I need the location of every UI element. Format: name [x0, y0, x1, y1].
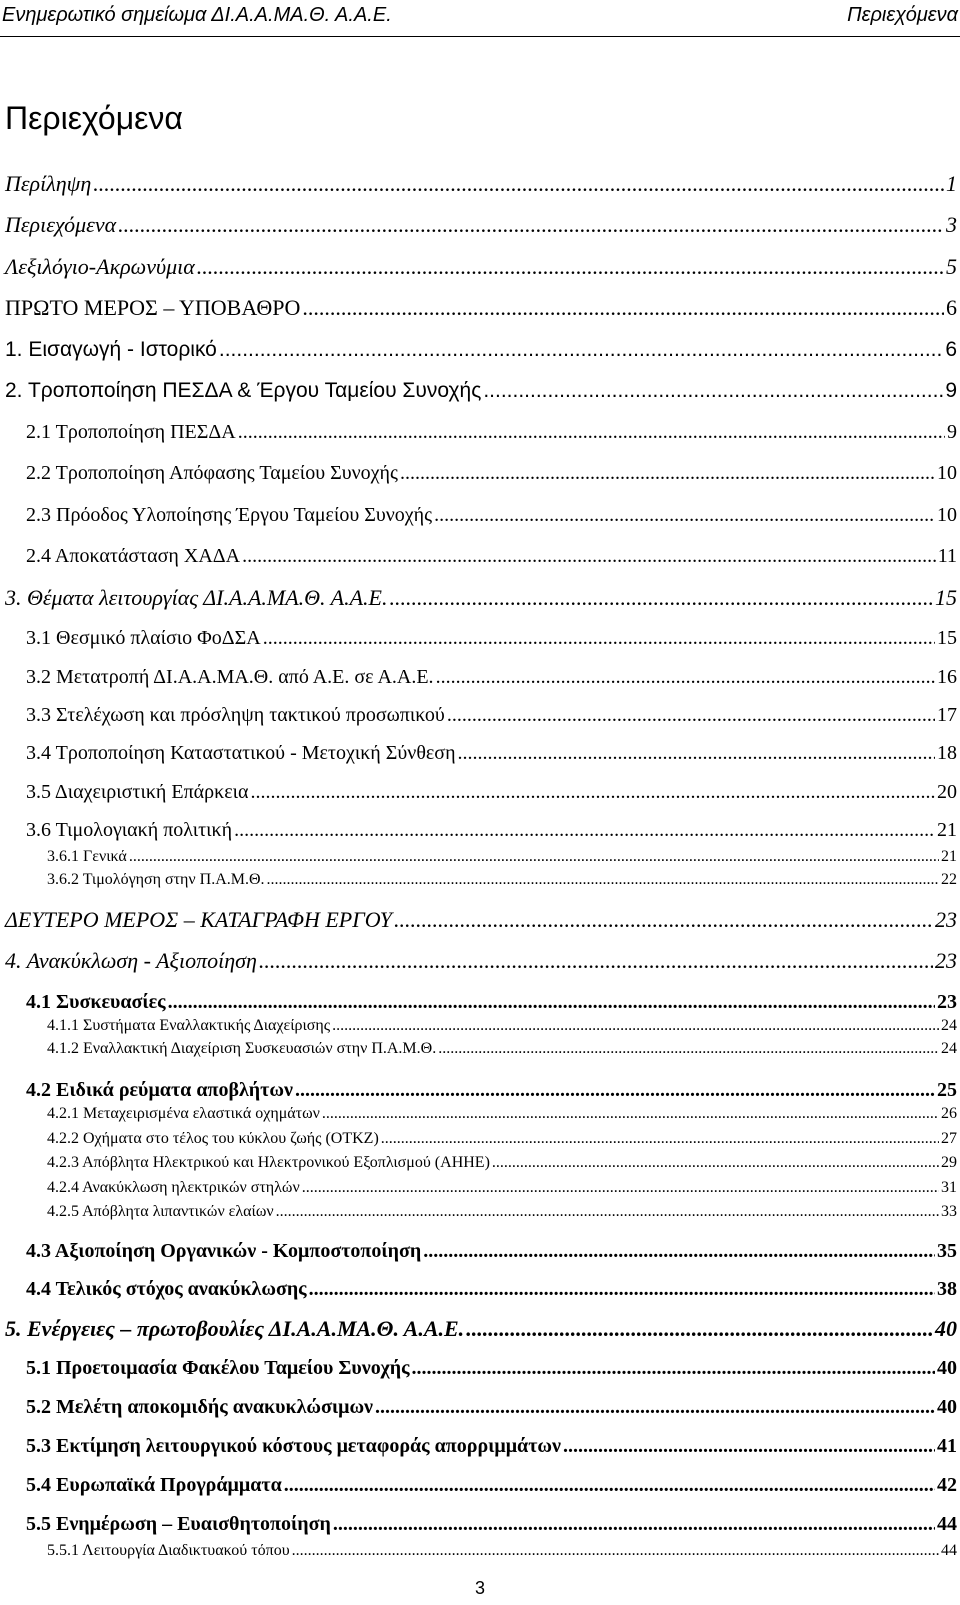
toc-entry-page: 23: [935, 907, 957, 932]
toc-entry[interactable]: [5, 214, 957, 236]
toc-entry[interactable]: [26, 546, 957, 566]
toc-entry-page: 40: [935, 1316, 957, 1341]
toc-entry-title: 2.1 Τροποποίηση ΠΕΣΔΑ: [26, 421, 236, 443]
toc-entry[interactable]: [26, 505, 957, 525]
toc-entry-page: 15: [935, 585, 957, 610]
toc-leader: [381, 1131, 939, 1147]
toc-entry-page: 20: [937, 781, 957, 803]
toc-leader: [295, 1080, 935, 1100]
toc-entry-title: 4.4 Τελικός στόχος ανακύκλωσης: [26, 1278, 307, 1300]
toc-entry-title: 4.1 Συσκευασίες: [26, 991, 166, 1013]
toc-entry[interactable]: [47, 1180, 957, 1196]
toc-entry-title: 3. Θέματα λειτουργίας ΔΙ.Α.Α.ΜΑ.Θ. Α.Α.Ε.: [5, 585, 388, 610]
toc-entry-page: 15: [937, 627, 957, 649]
toc-entry-page: 40: [937, 1357, 957, 1379]
toc-entry[interactable]: [26, 1436, 957, 1456]
toc-entry[interactable]: [47, 1018, 957, 1034]
toc-entry[interactable]: [26, 992, 957, 1012]
toc-entry-page: 44: [937, 1513, 957, 1535]
toc-entry[interactable]: [5, 173, 957, 195]
toc-leader: [375, 1397, 935, 1417]
toc-entry-page: 29: [941, 1154, 957, 1171]
toc-entry-page: 25: [937, 1079, 957, 1101]
toc-leader: [438, 1041, 939, 1057]
toc-leader: [309, 1279, 935, 1299]
toc-entry-title: 2.2 Τροποποίηση Απόφασης Ταμείου Συνοχής: [26, 462, 398, 484]
toc-entry-page: 9: [947, 421, 957, 443]
header-document-title: Ενημερωτικό σημείωμα ΔΙ.Α.Α.ΜΑ.Θ. Α.Α.Ε.: [2, 4, 392, 26]
toc-leader: [412, 1358, 935, 1378]
toc-entry-title: 3.6.1 Γενικά: [47, 848, 127, 865]
toc-entry-page: 17: [937, 704, 957, 726]
toc-leader: [129, 849, 939, 865]
toc-entry[interactable]: [47, 1131, 957, 1147]
toc-entry-title: Λεξιλόγιο-Ακρωνύμια: [5, 254, 195, 279]
toc-leader: [242, 546, 936, 566]
page-number: 3: [474, 1578, 485, 1598]
toc-entry-page: 26: [941, 1105, 957, 1122]
toc-entry-page: 6: [946, 295, 957, 320]
toc-entry-page: 24: [941, 1040, 957, 1057]
toc-entry[interactable]: [26, 422, 957, 442]
toc-entry[interactable]: [5, 339, 957, 360]
toc-entry-title: Περίληψη: [5, 171, 92, 196]
toc-leader: [118, 214, 944, 236]
toc-entry[interactable]: [47, 1106, 957, 1122]
toc-entry-page: 38: [937, 1278, 957, 1300]
toc-entry-title: 4.1.2 Εναλλακτική Διαχείριση Συσκευασιών στην Π.Α.Μ.Θ.: [47, 1040, 437, 1057]
toc-leader: [492, 1155, 939, 1171]
toc-entry-title: 4.2.4 Ανακύκλωση ηλεκτρικών στηλών: [47, 1179, 300, 1196]
toc-leader: [234, 820, 935, 840]
toc-entry[interactable]: [26, 743, 957, 763]
toc-entry-title: 4.2 Ειδικά ρεύματα αποβλήτων: [26, 1079, 293, 1101]
toc-leader: [292, 1543, 939, 1559]
toc-entry-page: 11: [937, 545, 957, 567]
toc-entry-page: 35: [937, 1240, 957, 1262]
toc-entry[interactable]: [5, 380, 957, 401]
toc-entry-page: 27: [941, 1130, 957, 1147]
toc-entry-page: 5: [946, 254, 957, 279]
toc-entry-page: 22: [941, 871, 957, 888]
toc-leader: [436, 667, 935, 687]
toc-entry[interactable]: [5, 1318, 957, 1340]
toc-leader: [263, 628, 935, 648]
toc-entry-title: 2.3 Πρόοδος Υλοποίησης Έργου Ταμείου Συνοχής: [26, 504, 433, 526]
page-title: Περιεχόμενα: [5, 100, 183, 136]
toc-leader: [267, 872, 939, 888]
toc-leader: [423, 1241, 935, 1261]
toc-entry-title: 3.4 Τροποποίηση Καταστατικού - Μετοχική Σύνθεση: [26, 742, 456, 764]
toc-entry[interactable]: [5, 297, 957, 319]
toc-leader: [276, 1204, 939, 1220]
toc-entry-page: 23: [937, 991, 957, 1013]
toc-entry-page: 41: [937, 1435, 957, 1457]
toc-entry-title: 3.5 Διαχειριστική Επάρκεια: [26, 781, 249, 803]
toc-leader: [284, 1475, 935, 1495]
toc-entry[interactable]: [47, 1204, 957, 1220]
toc-entry-page: 10: [937, 504, 957, 526]
toc-leader: [302, 1180, 939, 1196]
toc-leader: [168, 992, 935, 1012]
toc-leader: [93, 173, 944, 195]
toc-entry-title: Περιεχόμενα: [5, 212, 117, 237]
toc-entry[interactable]: [26, 705, 957, 725]
toc-entry-page: 24: [941, 1017, 957, 1034]
toc-entry-title: 5.5 Ενημέρωση – Ευαισθητοποίηση: [26, 1513, 331, 1535]
toc-entry-page: 42: [937, 1474, 957, 1496]
toc-entry-page: 10: [937, 462, 957, 484]
toc-leader: [434, 505, 935, 525]
toc-entry-title: ΔΕΥΤΕΡΟ ΜΕΡΟΣ – ΚΑΤΑΓΡΑΦΗ ΕΡΓΟΥ: [5, 907, 392, 932]
toc-entry-page: 18: [937, 742, 957, 764]
toc-entry-title: 2. Τροποποίηση ΠΕΣΔΑ & Έργου Ταμείου Συνοχής: [5, 379, 482, 402]
toc-leader: [332, 1018, 939, 1034]
toc-entry[interactable]: [5, 909, 957, 931]
toc-entry-title: 4.2.2 Οχήματα στο τέλος του κύκλου ζωής (ΟΤΚΖ): [47, 1130, 379, 1147]
toc-leader: [394, 909, 933, 931]
toc-leader: [322, 1106, 939, 1122]
toc-entry-page: 3: [946, 212, 957, 237]
toc-entry[interactable]: [26, 667, 957, 687]
toc-entry-page: 1: [946, 171, 957, 196]
toc-entry-title: 4.1.1 Συστήματα Εναλλακτικής Διαχείρισης: [47, 1017, 331, 1034]
toc-entry-page: 23: [935, 948, 957, 973]
toc-entry-title: 5.4 Ευρωπαϊκά Προγράμματα: [26, 1474, 282, 1496]
toc-entry-title: 3.1 Θεσμικό πλαίσιο ΦοΔΣΑ: [26, 627, 261, 649]
toc-entry[interactable]: [47, 1543, 957, 1559]
toc-entry-title: 3.2 Μετατροπή ΔΙ.Α.Α.ΜΑ.Θ. από Α.Ε. σε Α.Α.Ε.: [26, 666, 434, 688]
toc-leader: [259, 950, 933, 972]
toc-entry-title: 4.2.5 Απόβλητα λιπαντικών ελαίων: [47, 1203, 274, 1220]
toc-entry[interactable]: [26, 628, 957, 648]
toc-leader: [483, 380, 943, 401]
toc-entry-page: 9: [945, 379, 957, 402]
toc-entry-title: ΠΡΩΤΟ ΜΕΡΟΣ – ΥΠΟΒΑΘΡΟ: [5, 295, 301, 320]
toc-entry-page: 21: [941, 848, 957, 865]
toc-leader: [447, 705, 935, 725]
toc-leader: [458, 743, 935, 763]
toc-entry[interactable]: [47, 849, 957, 865]
toc-entry-title: 3.6.2 Τιμολόγηση στην Π.Α.Μ.Θ.: [47, 871, 265, 888]
toc-entry[interactable]: [47, 1155, 957, 1171]
toc-entry[interactable]: [47, 1041, 957, 1057]
toc-entry-page: 21: [937, 819, 957, 841]
toc-leader: [219, 339, 943, 360]
toc-entry[interactable]: [26, 1080, 957, 1100]
toc-entry-page: 33: [941, 1203, 957, 1220]
toc-entry[interactable]: [26, 1475, 957, 1495]
toc-entry-title: 4.2.1 Μεταχειρισμένα ελαστικά οχημάτων: [47, 1105, 320, 1122]
toc-entry-title: 2.4 Αποκατάσταση ΧΑΔΑ: [26, 545, 241, 567]
toc-entry-title: 4. Ανακύκλωση - Αξιοποίηση: [5, 948, 257, 973]
toc-entry[interactable]: [26, 463, 957, 483]
toc-leader: [563, 1436, 935, 1456]
toc-entry[interactable]: [5, 950, 957, 972]
toc-entry-title: 5.3 Εκτίμηση λειτουργικού κόστους μεταφοράς απορριμμάτων: [26, 1435, 561, 1457]
toc-leader: [333, 1514, 935, 1534]
toc-entry[interactable]: [26, 1397, 957, 1417]
toc-entry-title: 5.2 Μελέτη αποκομιδής ανακυκλώσιμων: [26, 1396, 373, 1418]
toc-entry[interactable]: [26, 820, 957, 840]
toc-entry-title: 5.5.1 Λειτουργία Διαδικτυακού τόπου: [47, 1542, 290, 1559]
toc-leader: [302, 297, 944, 319]
toc-entry-page: 40: [937, 1396, 957, 1418]
toc-leader: [389, 587, 933, 609]
toc-entry[interactable]: [5, 256, 957, 278]
toc-leader: [466, 1318, 933, 1340]
toc-entry[interactable]: [47, 872, 957, 888]
toc-leader: [250, 782, 935, 802]
toc-leader: [238, 422, 945, 442]
toc-entry-title: 4.2.3 Απόβλητα Ηλεκτρικού και Ηλεκτρονικού Εξοπλισμού (ΑΗΗΕ): [47, 1154, 490, 1171]
toc-entry-page: 44: [941, 1542, 957, 1559]
toc-entry[interactable]: [26, 1358, 957, 1378]
toc-entry[interactable]: [26, 782, 957, 802]
toc-leader: [400, 463, 935, 483]
toc-entry[interactable]: [5, 587, 957, 609]
toc-entry-title: 4.3 Αξιοποίηση Οργανικών - Κομποστοποίηση: [26, 1240, 422, 1262]
toc-entry-title: 5.1 Προετοιμασία Φακέλου Ταμείου Συνοχής: [26, 1357, 410, 1379]
toc-entry[interactable]: [26, 1514, 957, 1534]
header-section-title: Περιεχόμενα: [847, 4, 958, 26]
toc-entry-title: 3.3 Στελέχωση και πρόσληψη τακτικού προσωπικού: [26, 704, 445, 726]
toc-entry-page: 31: [941, 1179, 957, 1196]
toc-entry-page: 16: [937, 666, 957, 688]
toc-entry-title: 5. Ενέργειες – πρωτοβουλίες ΔΙ.Α.Α.ΜΑ.Θ. Α.Α.Ε.: [5, 1316, 465, 1341]
toc-entry-page: 6: [945, 338, 957, 361]
toc-entry-title: 3.6 Τιμολογιακή πολιτική: [26, 819, 233, 841]
toc-entry[interactable]: [26, 1279, 957, 1299]
toc-entry[interactable]: [26, 1241, 957, 1261]
toc-entry-title: 1. Εισαγωγή - Ιστορικό: [5, 338, 217, 361]
toc-leader: [197, 256, 944, 278]
